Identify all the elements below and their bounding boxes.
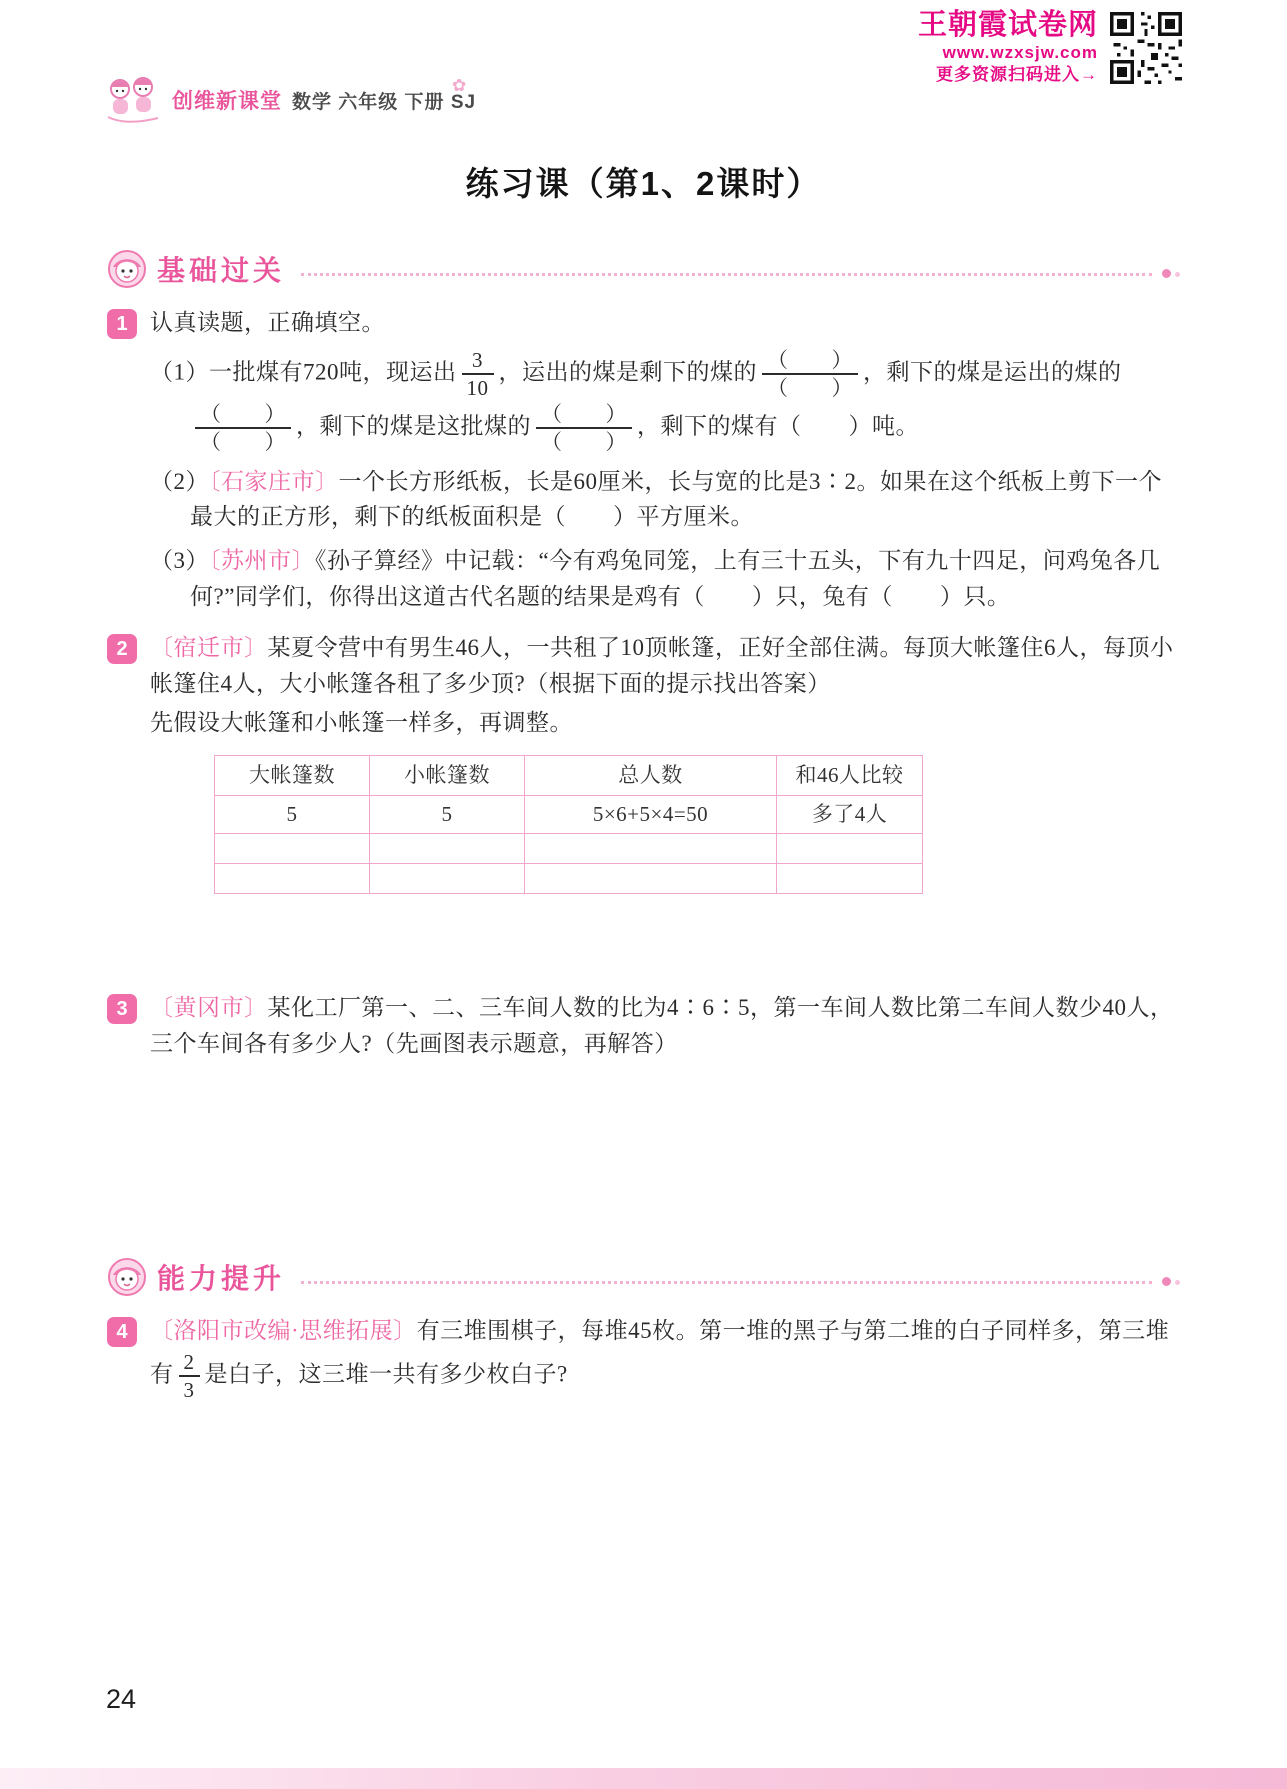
page-number: 24: [106, 1684, 137, 1714]
rule-end-dot-small: [1175, 1280, 1180, 1285]
section-mascot-icon: [107, 249, 147, 289]
publisher-block: [918, 10, 1182, 86]
source-city-tag: 〔石家庄市〕: [209, 468, 339, 494]
scan-qr-tagline: 更多资源扫码进入→: [936, 64, 1098, 84]
dotted-rule: [301, 1281, 1152, 1284]
problem-text-run: ，剩下的煤是这批煤的: [296, 413, 531, 439]
problem-3: [107, 990, 1180, 1061]
problem-2: [107, 630, 1180, 894]
book-header: [104, 76, 476, 124]
problem-1-q2: [150, 464, 1180, 535]
table-row: [215, 796, 923, 834]
problem-text-run: （1）一批煤有720吨，现运出: [150, 359, 457, 385]
rule-end-dot-small: [1175, 272, 1180, 277]
fraction: $\frac{( )}{( )}$: [195, 401, 291, 456]
book-info: 数学 六年级 下册 SJ: [292, 91, 477, 113]
qr-code-icon: [1110, 12, 1182, 84]
cell-total[interactable]: [525, 834, 777, 864]
flower-decoration: ✿: [452, 76, 467, 95]
bottom-decoration-bar: [0, 1768, 1287, 1789]
table-header-row: [215, 756, 923, 796]
problem-text-run: 某夏令营中有男生46人，一共租了10顶帐篷，正好全部住满。每顶大帐篷住6人，每顶小帐篷住4人，大小帐篷各租了多少顶?（根据下面的提示找出答案）: [150, 635, 1174, 696]
problem-2-number: 2: [107, 634, 137, 664]
rule-end-dot: [1162, 1277, 1171, 1286]
problem-4-body: [150, 1313, 1180, 1403]
cell-small-tents[interactable]: [370, 864, 525, 894]
section-basic: [107, 249, 1180, 289]
problem-2-body: [150, 630, 1180, 894]
problem-text-run: 有三堆围棋子，每堆45枚。第一堆的黑子与第二堆的白子同样多，第三堆有: [150, 1318, 1170, 1387]
fraction: $\frac{3}{10}$: [462, 347, 494, 402]
problem-1: [107, 305, 1180, 614]
col-header-compare: 和46人比较: [777, 756, 923, 796]
section-advanced: [107, 1257, 1180, 1297]
table-row: [215, 864, 923, 894]
site-name: 王朝霞试卷网: [917, 9, 1098, 41]
problem-text-run: ，剩下的煤有（ ）吨。: [637, 413, 919, 439]
section-basic-title: 基础过关: [157, 255, 286, 286]
problem-text-run: 某化工厂第一、二、三车间人数的比为4∶6∶5，第一车间人数比第二车间人数少40人，三个车间各有多少人?（先画图表示题意，再解答）: [150, 995, 1174, 1056]
problem-text-run: 一个长方形纸板，长是60厘米，长与宽的比是3∶2。如果在这个纸板上剪下一个最大的正方形，剩下的纸板面积是（ ）平方厘米。: [190, 468, 1162, 530]
problem-3-body: [150, 990, 1180, 1061]
cell-big-tents[interactable]: [215, 834, 370, 864]
problem-1-number: 1: [107, 309, 137, 339]
section-mascot-icon: [107, 1257, 147, 1297]
cell-total[interactable]: [525, 864, 777, 894]
rule-end-dot: [1162, 269, 1171, 278]
problem-text-run: （2）: [150, 468, 209, 494]
problem-text-run: ，剩下的煤是运出的煤的: [863, 359, 1122, 385]
problem-text-run: 是白子，这三堆一共有多少枚白子?: [204, 1361, 568, 1387]
dotted-rule: [301, 273, 1152, 276]
section-advanced-title: 能力提升: [157, 1263, 286, 1295]
problem-4: [107, 1313, 1180, 1403]
problem-4-number: 4: [107, 1317, 137, 1347]
cell-compare: 多了4人: [777, 796, 923, 834]
source-city-tag: 〔宿迁市〕: [150, 635, 268, 661]
tent-table: [214, 755, 923, 894]
cell-compare[interactable]: [777, 834, 923, 864]
problem-1-q3: [150, 543, 1180, 614]
site-url: www.wzxsjw.com: [942, 42, 1098, 62]
problem-3-text: [150, 990, 1180, 1061]
cell-big-tents: 5: [215, 796, 370, 834]
source-city-tag: 〔洛阳市改编·思维拓展〕: [150, 1318, 417, 1344]
cell-small-tents[interactable]: [370, 834, 525, 864]
fraction: $\frac{( )}{( )}$: [536, 401, 632, 456]
publisher-text: [918, 10, 1098, 86]
problem-3-number: 3: [107, 994, 137, 1024]
problem-2-text: [150, 630, 1180, 701]
cell-big-tents[interactable]: [215, 864, 370, 894]
problem-text-run: ，运出的煤是剩下的煤的: [498, 359, 757, 385]
problem-2-hint: 先假设大帐篷和小帐篷一样多，再调整。: [150, 710, 573, 736]
source-city-tag: 〔黄冈市〕: [150, 995, 268, 1021]
problem-1-body: [150, 305, 1180, 614]
problem-text-run: （3）: [150, 547, 209, 573]
page-title: 练习课（第1、2课时）: [465, 165, 822, 202]
col-header-small-tents: 小帐篷数: [370, 756, 525, 796]
table-row: [215, 834, 923, 864]
col-header-big-tents: 大帐篷数: [215, 756, 370, 796]
col-header-total: 总人数: [525, 756, 777, 796]
problem-1-q1: [150, 347, 1180, 456]
series-name: 创维新课堂: [172, 90, 282, 113]
problem-text-run: 《孙子算经》中记载：“今有鸡兔同笼，上有三十五头，下有九十四足，问鸡兔各几何?”同学们，你得出这道古代名题的结果是鸡有（ ）只，兔有（ ）只。: [190, 547, 1161, 609]
cell-total: 5×6+5×4=50: [525, 796, 777, 834]
mascot-kids-icon: [104, 76, 162, 124]
cell-small-tents: 5: [370, 796, 525, 834]
source-city-tag: 〔苏州市〕: [209, 547, 315, 573]
problem-1-lead: 认真读题，正确填空。: [150, 310, 385, 335]
fraction: $\frac{( )}{( )}$: [762, 347, 858, 402]
fraction: $\frac{2}{3}$: [179, 1349, 200, 1404]
problem-4-text: [150, 1313, 1180, 1403]
cell-compare[interactable]: [777, 864, 923, 894]
